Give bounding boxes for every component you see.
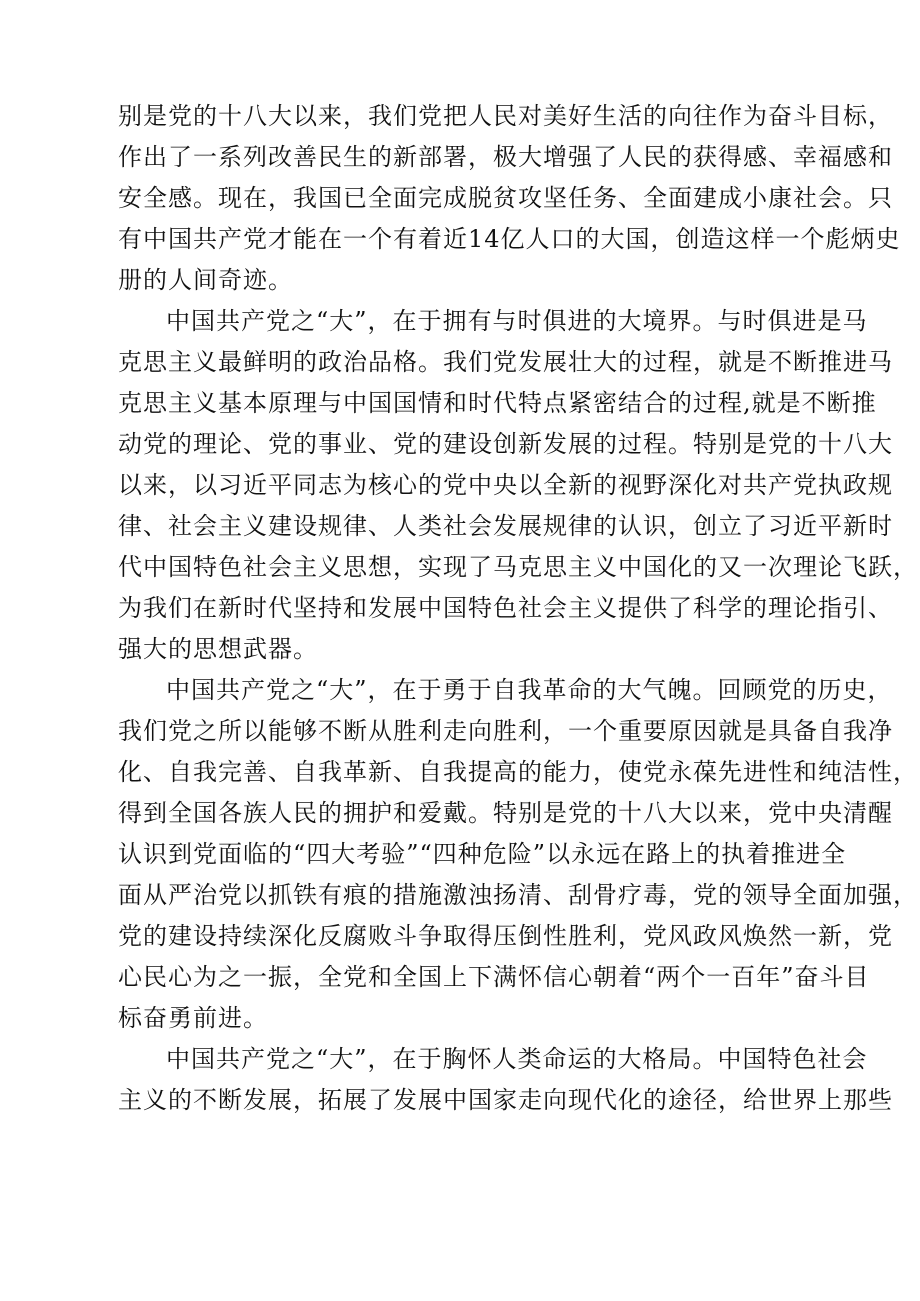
text-line: 为我们在新时代坚持和发展中国特色社会主义提供了科学的理论指引、: [118, 594, 893, 622]
text-line: 册的人间奇迹。: [118, 266, 293, 294]
text-line: 中国共产党之“大”，在于拥有与时俱进的大境界。与时俱进是马: [166, 307, 868, 335]
text-line: 有中国共产党才能在一个有着近14亿人口的大国，创造这样一个彪炳史: [118, 225, 901, 253]
text-line: 克思主义最鲜明的政治品格。我们党发展壮大的过程，就是不断推进马: [118, 348, 893, 376]
text-line: 代中国特色社会主义思想，实现了马克思主义中国化的又一次理论飞跃，: [118, 553, 918, 581]
paragraph-3: [118, 670, 918, 1039]
text-line: 认识到党面临的“四大考验”“四种危险”以永远在路上的执着推进全: [118, 840, 847, 868]
paragraph-1: [118, 96, 901, 301]
document-body: [118, 96, 918, 1121]
text-line: 动党的理论、党的事业、党的建设创新发展的过程。特别是党的十八大: [118, 430, 893, 458]
text-line: 化、自我完善、自我革新、自我提高的能力，使党永葆先进性和纯洁性，: [118, 758, 918, 786]
text-line: 别是党的十八大以来，我们党把人民对美好生活的向往作为奋斗目标，: [118, 102, 893, 130]
text-line: 我们党之所以能够不断从胜利走向胜利，一个重要原因就是具备自我净: [118, 717, 893, 745]
text-line: 安全感。现在，我国已全面完成脱贫攻坚任务、全面建成小康社会。只: [118, 184, 893, 212]
text-line: 心民心为之一振，全党和全国上下满怀信心朝着“两个一百年”奋斗目: [118, 963, 870, 991]
text-line: 作出了一系列改善民生的新部署，极大增强了人民的获得感、幸福感和: [118, 143, 893, 171]
text-line: 克思主义基本原理与中国国情和时代特点紧密结合的过程,就是不断推: [118, 389, 877, 417]
text-line: 党的建设持续深化反腐败斗争取得压倒性胜利，党风政风焕然一新，党: [118, 922, 893, 950]
paragraph-2: [118, 301, 918, 670]
text-line: 标奋勇前进。: [118, 1004, 268, 1032]
text-line: 中国共产党之“大”，在于胸怀人类命运的大格局。中国特色社会: [166, 1045, 868, 1073]
text-line: 以来，以习近平同志为核心的党中央以全新的视野深化对共产党执政规: [118, 471, 893, 499]
text-line: 中国共产党之“大”，在于勇于自我革命的大气魄。回顾党的历史，: [166, 676, 893, 704]
text-line: 主义的不断发展，拓展了发展中国家走向现代化的途径，给世界上那些: [118, 1086, 893, 1114]
paragraph-4: [118, 1039, 893, 1121]
text-line: 得到全国各族人民的拥护和爱戴。特别是党的十八大以来，党中央清醒: [118, 799, 893, 827]
text-line: 律、社会主义建设规律、人类社会发展规律的认识，创立了习近平新时: [118, 512, 893, 540]
text-line: 面从严治党以抓铁有痕的措施激浊扬清、刮骨疗毒，党的领导全面加强，: [118, 881, 918, 909]
text-line: 强大的思想武器。: [118, 635, 318, 663]
